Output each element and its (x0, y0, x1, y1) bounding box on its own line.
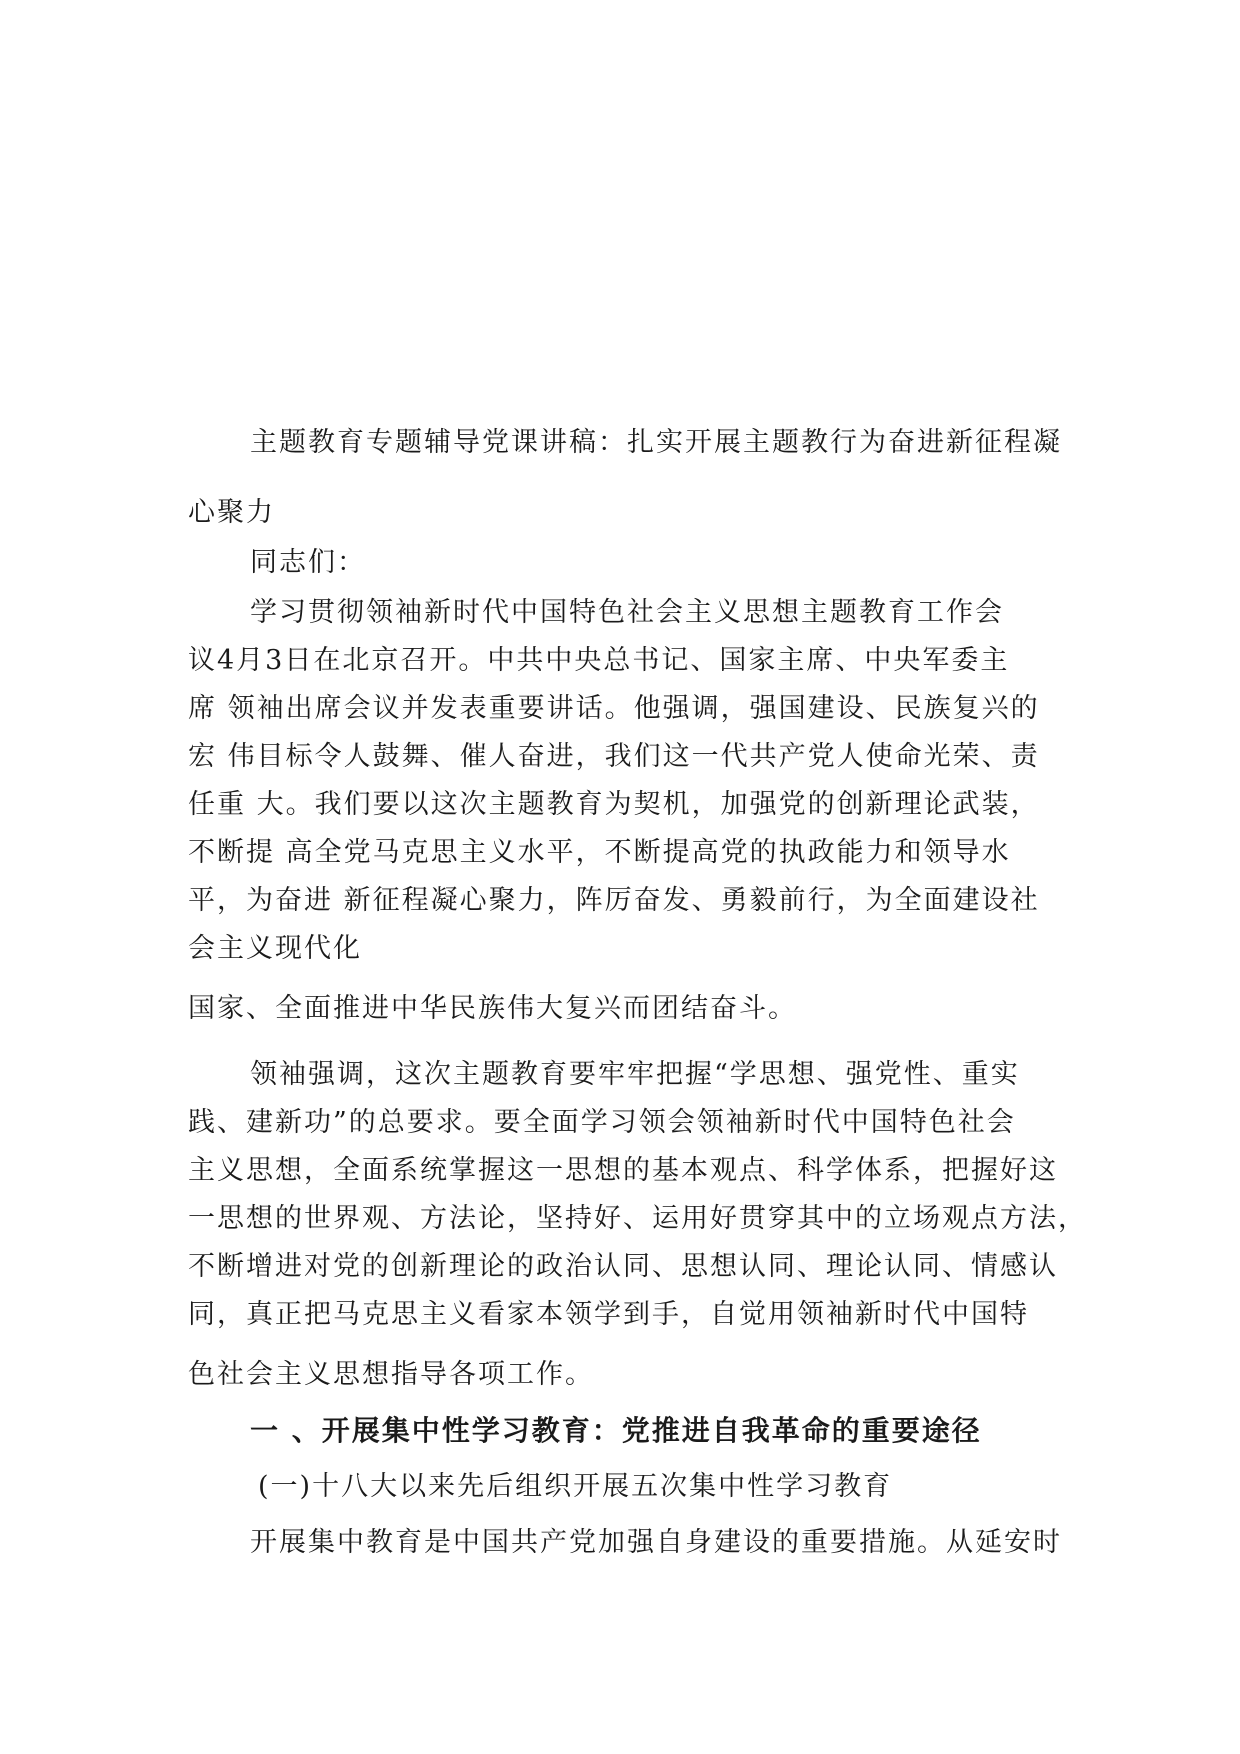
paragraph-line: 学习贯彻领袖新时代中国特色社会主义思想主题教育工作会 (250, 597, 1004, 628)
paragraph-line: 一思想的世界观、方法论，坚持好、运用好贯穿其中的立场观点方法， (188, 1203, 1087, 1234)
paragraph-line: 开展集中教育是中国共产党加强自身建设的重要措施。从延安时 (250, 1527, 1062, 1558)
paragraph-line: 主题教育专题辅导党课讲稿：扎实开展主题教行为奋进新征程凝 (250, 427, 1062, 458)
paragraph-line: 议4月3日在北京召开。中共中央总书记、国家主席、中央军委主 (188, 645, 1010, 676)
paragraph-line: 席 领袖出席会议并发表重要讲话。他强调，强国建设、民族复兴的 (188, 693, 1040, 724)
paragraph-line: 心聚力 (188, 497, 275, 528)
section-heading: 一 、开展集中性学习教育：党推进自我革命的重要途径 (250, 1414, 982, 1447)
paragraph-line: 践、建新功”的总要求。要全面学习领会领袖新时代中国特色社会 (188, 1107, 1016, 1138)
paragraph-line: 不断增进对党的创新理论的政治认同、思想认同、理论认同、情感认 (188, 1251, 1058, 1282)
paragraph-line: 宏 伟目标令人鼓舞、催人奋进，我们这一代共产党人使命光荣、责 (188, 741, 1040, 772)
subsection-heading: (一)十八大以来先后组织开展五次集中性学习教育 (258, 1471, 893, 1502)
document-title (0, 282, 1240, 316)
paragraph-line: 不断提 高全党马克思主义水平，不断提高党的执政能力和领导水 (188, 837, 1011, 868)
paragraph-line: 色社会主义思想指导各项工作。 (188, 1359, 594, 1390)
paragraph-line: 平，为奋进 新征程凝心聚力，阵厉奋发、勇毅前行，为全面建设社 (188, 885, 1040, 916)
paragraph-line: 任重 大。我们要以这次主题教育为契机，加强党的创新理论武装， (188, 789, 1040, 820)
paragraph-line: 会主义现代化 (188, 933, 362, 964)
paragraph-line: 同志们： (250, 547, 366, 578)
paragraph-line: 同，真正把马克思主义看家本领学到手，自觉用领袖新时代中国特 (188, 1299, 1029, 1330)
paragraph-line: 主义思想，全面系统掌握这一思想的基本观点、科学体系，把握好这 (188, 1155, 1058, 1186)
paragraph-line: 国家、全面推进中华民族伟大复兴而团结奋斗。 (188, 993, 797, 1024)
paragraph-line: 领袖强调，这次主题教育要牢牢把握“学思想、强党性、重实 (250, 1059, 1020, 1090)
